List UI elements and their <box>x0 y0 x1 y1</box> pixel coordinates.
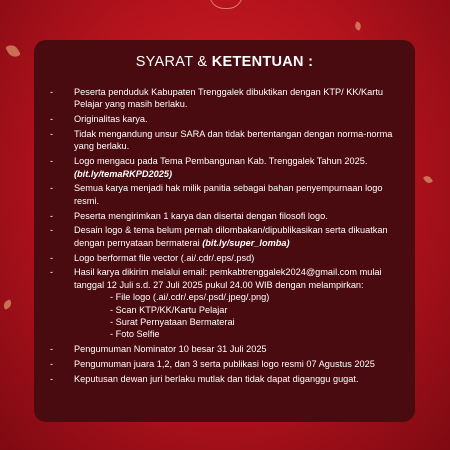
list-item: - Desain logo & tema belum pernah dilombakan/dipublikasikan serta dikuatkan dengan pernyataan bermaterai (bit.ly/super_lomba) <box>44 224 405 249</box>
title-bold: KETENTUAN : <box>211 54 314 70</box>
top-logo <box>209 0 243 9</box>
confetti-decoration <box>2 299 13 310</box>
attachment-item: - Surat Pernyataan Bermaterai <box>110 317 235 328</box>
confetti-decoration <box>5 42 21 59</box>
attachment-item: - Scan KTP/KK/Kartu Pelajar <box>110 304 228 315</box>
list-item: - Logo berformat file vector (.ai/.cdr/.eps/.psd) <box>44 252 405 264</box>
attachment-item: - Foto Selfie <box>110 329 160 340</box>
terms-panel <box>34 40 415 422</box>
list-item: - Originalitas karya. <box>44 113 405 125</box>
list-item: - Keputusan dewan juri berlaku mutlak dan tidak dapat diganggu gugat. <box>44 373 405 385</box>
requirements-list <box>44 86 405 385</box>
attachments-list <box>74 291 405 341</box>
list-item: - Tidak mengandung unsur SARA dan tidak bertentangan dengan norma-norma yang berlaku. <box>44 128 405 153</box>
statement-link[interactable]: (bit.ly/super_lomba) <box>202 237 290 248</box>
terms-title <box>44 54 405 70</box>
list-item: - Peserta mengirimkan 1 karya dan disertai dengan filosofi logo. <box>44 210 405 222</box>
list-item: - Peserta penduduk Kabupaten Trenggalek dibuktikan dengan KTP/ KK/Kartu Pelajar yang masih berlaku. <box>44 86 405 111</box>
attachment-item: - File logo (.ai/.cdr/.eps/.psd/.jpeg/.png) <box>110 292 270 303</box>
confetti-decoration <box>354 21 362 31</box>
title-normal: SYARAT & <box>135 54 212 70</box>
theme-link[interactable]: (bit.ly/temaRKPD2025) <box>74 168 173 179</box>
list-item: - Semua karya menjadi hak milik panitia sebagai bahan penyempurnaan logo resmi. <box>44 182 405 207</box>
confetti-decoration <box>423 174 433 185</box>
list-item: - Pengumuman juara 1,2, dan 3 serta publikasi logo resmi 07 Agustus 2025 <box>44 358 405 370</box>
list-item: - Logo mengacu pada Tema Pembangunan Kab. Trenggalek Tahun 2025. (bit.ly/temaRKPD2025) <box>44 155 405 180</box>
list-item: - Pengumuman Nominator 10 besar 31 Juli 2025 <box>44 343 405 355</box>
list-item: - Hasil karya dikirim melalui email: pemkabtrenggalek2024@gmail.com mulai tanggal 12 Juli s.d. 27 Juli 2025 pukul 24.00 WIB dengan melampirkan: - File logo (.ai/.cdr/.eps/.psd/.jpeg/.png) - Scan KTP/KK/Kartu Pelajar - Surat Pernyataan Bermaterai - Foto Selfie <box>44 266 405 340</box>
